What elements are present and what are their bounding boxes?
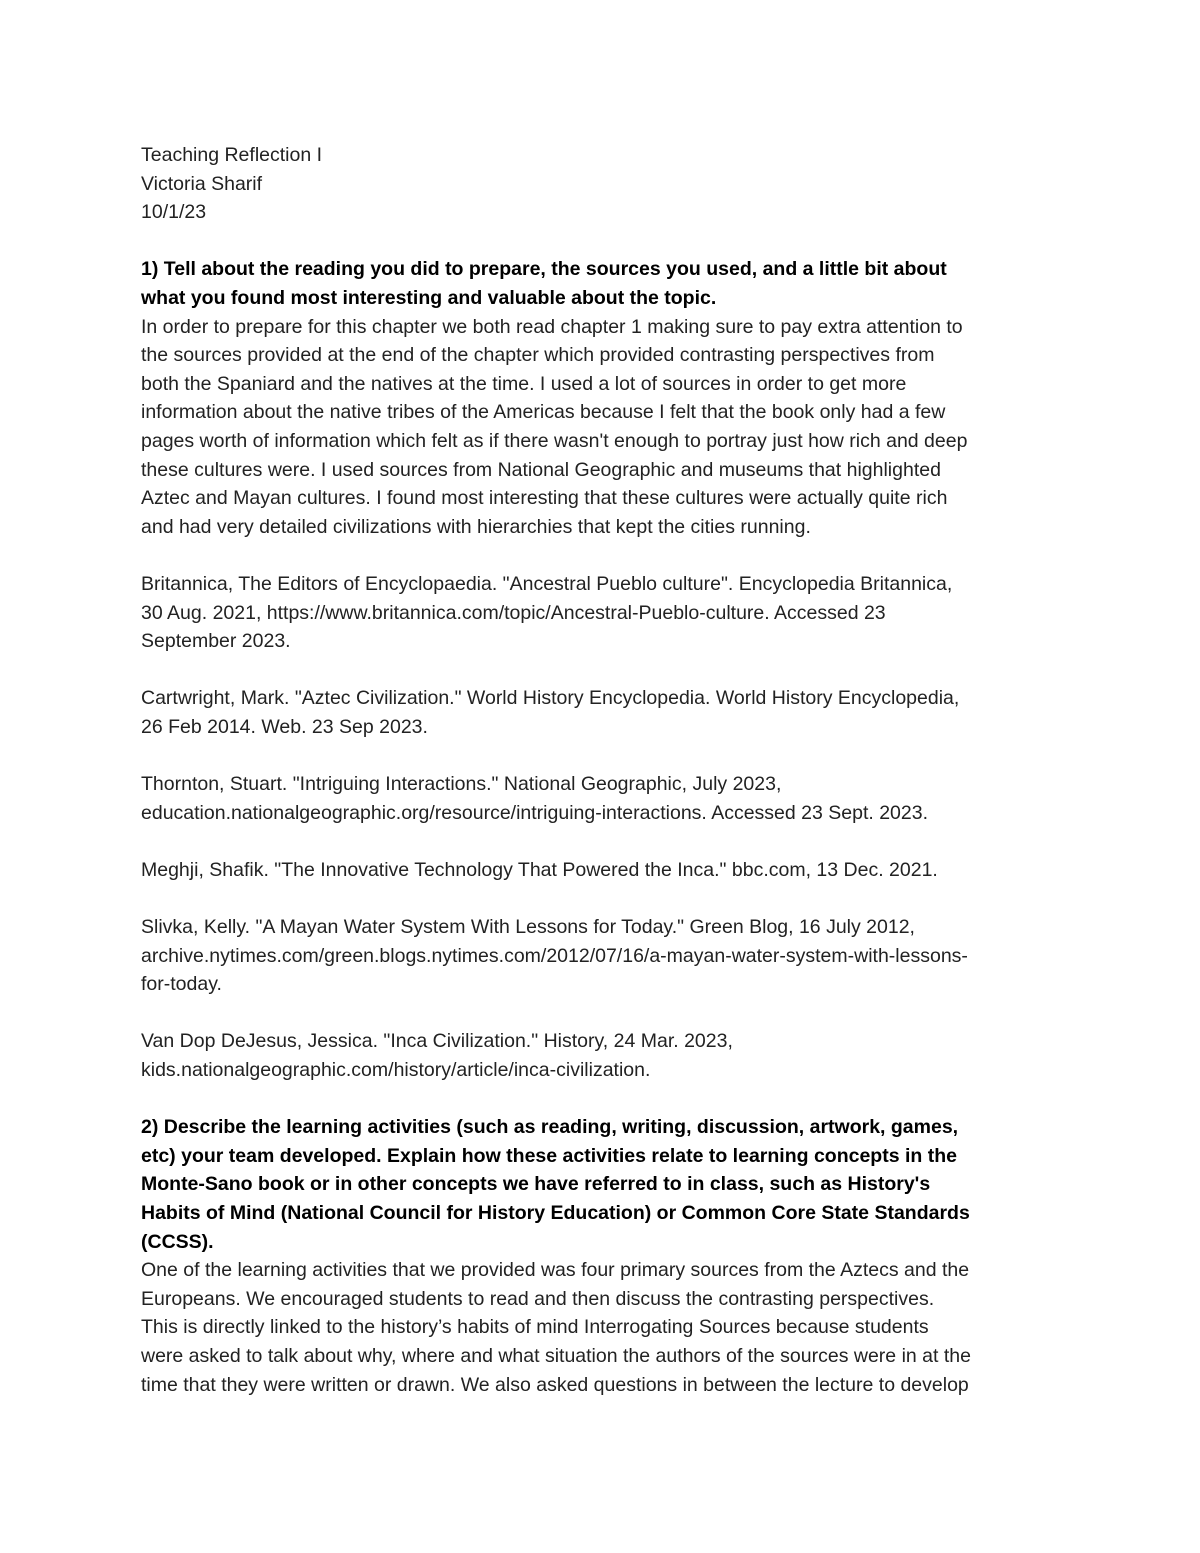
question-2-line: Monte-Sano book or in other concepts we have referred to in class, such as History's bbox=[141, 1173, 931, 1196]
answer-2-line: Europeans. We encouraged students to read and then discuss the contrasting perspectives. bbox=[141, 1287, 935, 1310]
citation-line: kids.nationalgeographic.com/history/article/inca-civilization. bbox=[141, 1059, 651, 1081]
citation-britannica bbox=[141, 570, 1061, 656]
citation-thornton bbox=[141, 770, 1061, 827]
question-2-line: (CCSS). bbox=[141, 1230, 214, 1253]
question-1-line: 1) Tell about the reading you did to prepare, the sources you used, and a little bit about bbox=[141, 258, 947, 281]
spacer bbox=[141, 1085, 1061, 1114]
citation-line: 30 Aug. 2021, https://www.britannica.com/topic/Ancestral-Pueblo-culture. Accessed 23 bbox=[141, 601, 886, 624]
answer-1-line: and had very detailed civilizations with hierarchies that kept the cities running. bbox=[141, 515, 811, 538]
answer-2 bbox=[141, 1256, 1061, 1399]
answer-1-line: Aztec and Mayan cultures. I found most interesting that these cultures were actually quite rich bbox=[141, 487, 948, 510]
answer-1-line: both the Spaniard and the natives at the time. I used a lot of sources in order to get more bbox=[141, 372, 907, 395]
citation-line: September 2023. bbox=[141, 630, 291, 653]
document-date: 10/1/23 bbox=[141, 201, 207, 224]
answer-1-line: the sources provided at the end of the chapter which provided contrasting perspectives from bbox=[141, 344, 935, 367]
document-header bbox=[141, 141, 1061, 227]
citation-van-dop-dejesus bbox=[141, 1027, 1061, 1084]
document-title: Teaching Reflection I bbox=[141, 144, 323, 166]
citation-line: Meghji, Shafik. "The Innovative Technology That Powered the Inca." bbc.com, 13 Dec. 2021. bbox=[141, 858, 938, 881]
citation-cartwright bbox=[141, 684, 1061, 741]
answer-1-line: In order to prepare for this chapter we both read chapter 1 making sure to pay extra attention to bbox=[141, 315, 963, 338]
question-2-line: Habits of Mind (National Council for History Education) or Common Core State Standards bbox=[141, 1201, 970, 1224]
citation-slivka bbox=[141, 913, 1061, 999]
spacer bbox=[141, 656, 1061, 685]
question-2-line: etc) your team developed. Explain how these activities relate to learning concepts in the bbox=[141, 1144, 957, 1167]
question-2 bbox=[141, 1113, 1061, 1256]
answer-2-line: One of the learning activities that we provided was four primary sources from the Aztecs and the bbox=[141, 1259, 970, 1282]
citation-meghji bbox=[141, 856, 1061, 885]
answer-1 bbox=[141, 313, 1061, 542]
question-1-line: what you found most interesting and valuable about the topic. bbox=[141, 286, 717, 309]
answer-2-line: were asked to talk about why, where and what situation the authors of the sources were in at the bbox=[141, 1344, 971, 1367]
citation-line: Van Dop DeJesus, Jessica. "Inca Civilization." History, 24 Mar. 2023, bbox=[141, 1030, 733, 1053]
document-page bbox=[141, 141, 1061, 1399]
spacer bbox=[141, 884, 1061, 913]
answer-2-line: time that they were written or drawn. We also asked questions in between the lecture to develop bbox=[141, 1373, 969, 1396]
answer-1-line: information about the native tribes of the Americas because I felt that the book only had a few bbox=[141, 401, 946, 424]
answer-2-line: This is directly linked to the history’s habits of mind Interrogating Sources because students bbox=[141, 1316, 929, 1339]
author-name: Victoria Sharif bbox=[141, 172, 263, 195]
answer-1-line: these cultures were. I used sources from National Geographic and museums that highlighted bbox=[141, 458, 941, 481]
question-1 bbox=[141, 255, 1061, 312]
spacer bbox=[141, 227, 1061, 256]
answer-1-line: pages worth of information which felt as if there wasn't enough to portray just how rich and deep bbox=[141, 429, 968, 452]
spacer bbox=[141, 827, 1061, 856]
spacer bbox=[141, 999, 1061, 1028]
citation-line: 26 Feb 2014. Web. 23 Sep 2023. bbox=[141, 715, 428, 738]
citation-line: Thornton, Stuart. "Intriguing Interactions." National Geographic, July 2023, bbox=[141, 773, 782, 796]
citation-line: Britannica, The Editors of Encyclopaedia. "Ancestral Pueblo culture". Encyclopedia Britannica, bbox=[141, 572, 953, 595]
citation-line: Slivka, Kelly. "A Mayan Water System With Lessons for Today." Green Blog, 16 July 2012, bbox=[141, 916, 915, 939]
citation-line: archive.nytimes.com/green.blogs.nytimes.com/2012/07/16/a-mayan-water-system-with-lessons- bbox=[141, 944, 968, 967]
citation-line: for-today. bbox=[141, 973, 222, 996]
citation-line: Cartwright, Mark. "Aztec Civilization." World History Encyclopedia. World History Encyclopedia, bbox=[141, 687, 960, 710]
spacer bbox=[141, 741, 1061, 770]
question-2-line: 2) Describe the learning activities (such as reading, writing, discussion, artwork, games, bbox=[141, 1116, 959, 1139]
citation-line: education.nationalgeographic.org/resource/intriguing-interactions. Accessed 23 Sept. 2023. bbox=[141, 801, 929, 824]
spacer bbox=[141, 541, 1061, 570]
